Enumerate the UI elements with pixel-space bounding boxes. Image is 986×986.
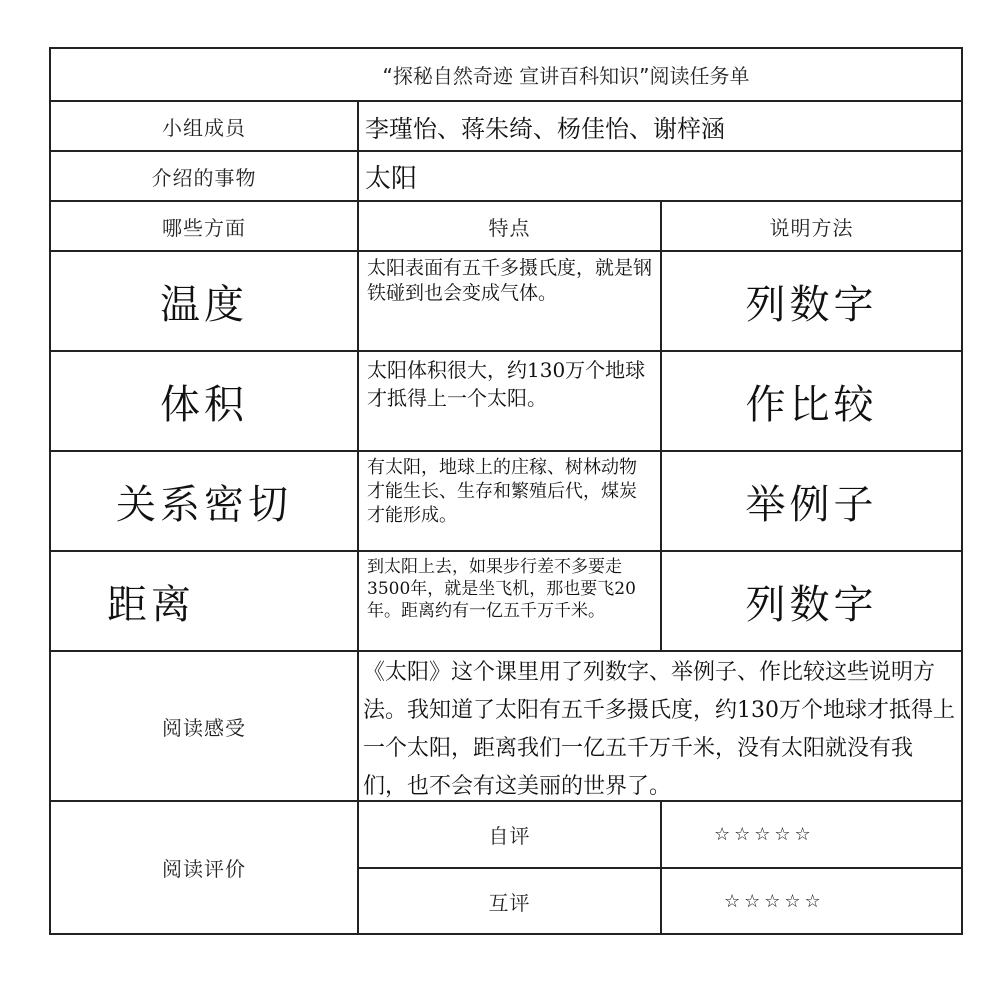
- feeling-label: 阅读感受: [162, 715, 246, 740]
- self-eval-stars: ☆☆☆☆☆: [714, 824, 815, 845]
- feature-relation: 有太阳，地球上的庄稼、树林动物才能生长、生存和繁殖后代，煤炭才能形成。: [367, 457, 637, 526]
- members-label: 小组成员: [162, 115, 246, 140]
- aspect-relation: 关系密切: [116, 481, 292, 528]
- method-relation: 举例子: [745, 481, 878, 528]
- method-volume: 作比较: [745, 381, 878, 428]
- aspect-temperature: 温度: [160, 281, 248, 328]
- header-feature: 特点: [488, 215, 531, 240]
- method-temperature: 列数字: [745, 281, 878, 328]
- method-distance: 列数字: [745, 581, 878, 628]
- aspect-volume: 体积: [160, 381, 248, 428]
- page-title: “探秘自然奇迹 宣讲百科知识”阅读任务单: [382, 64, 750, 88]
- feeling-value: 《太阳》这个课里用了列数字、举例子、作比较这些说明方法。我知道了太阳有五千多摄氏度，约130万个地球才抵得上一个太阳，距离我们一亿五千万千米，没有太阳就没有我们，也不会有这美丽的世界了。: [363, 660, 955, 799]
- header-method: 说明方法: [769, 215, 854, 240]
- reading-task-sheet: [49, 47, 963, 935]
- feature-volume: 太阳体积很大，约130万个地球才抵得上一个太阳。: [367, 358, 646, 410]
- subject-value: 太阳: [365, 163, 418, 194]
- feature-distance: 到太阳上去，如果步行差不多要走3500年，就是坐飞机，那也要飞20年。距离约有一亿五千万千米。: [367, 557, 636, 621]
- subject-label: 介绍的事物: [151, 165, 257, 190]
- evaluation-label: 阅读评价: [162, 857, 246, 881]
- members-value: 李瑾怡、蒋朱绮、杨佳怡、谢梓涵: [365, 114, 725, 143]
- header-aspect: 哪些方面: [162, 215, 246, 240]
- feature-temperature: 太阳表面有五千多摄氏度，就是钢铁碰到也会变成气体。: [367, 257, 653, 304]
- self-eval-label: 自评: [488, 824, 531, 848]
- peer-eval-label: 互评: [488, 890, 531, 915]
- aspect-distance: 距离: [107, 581, 195, 628]
- peer-eval-stars: ☆☆☆☆☆: [724, 890, 825, 912]
